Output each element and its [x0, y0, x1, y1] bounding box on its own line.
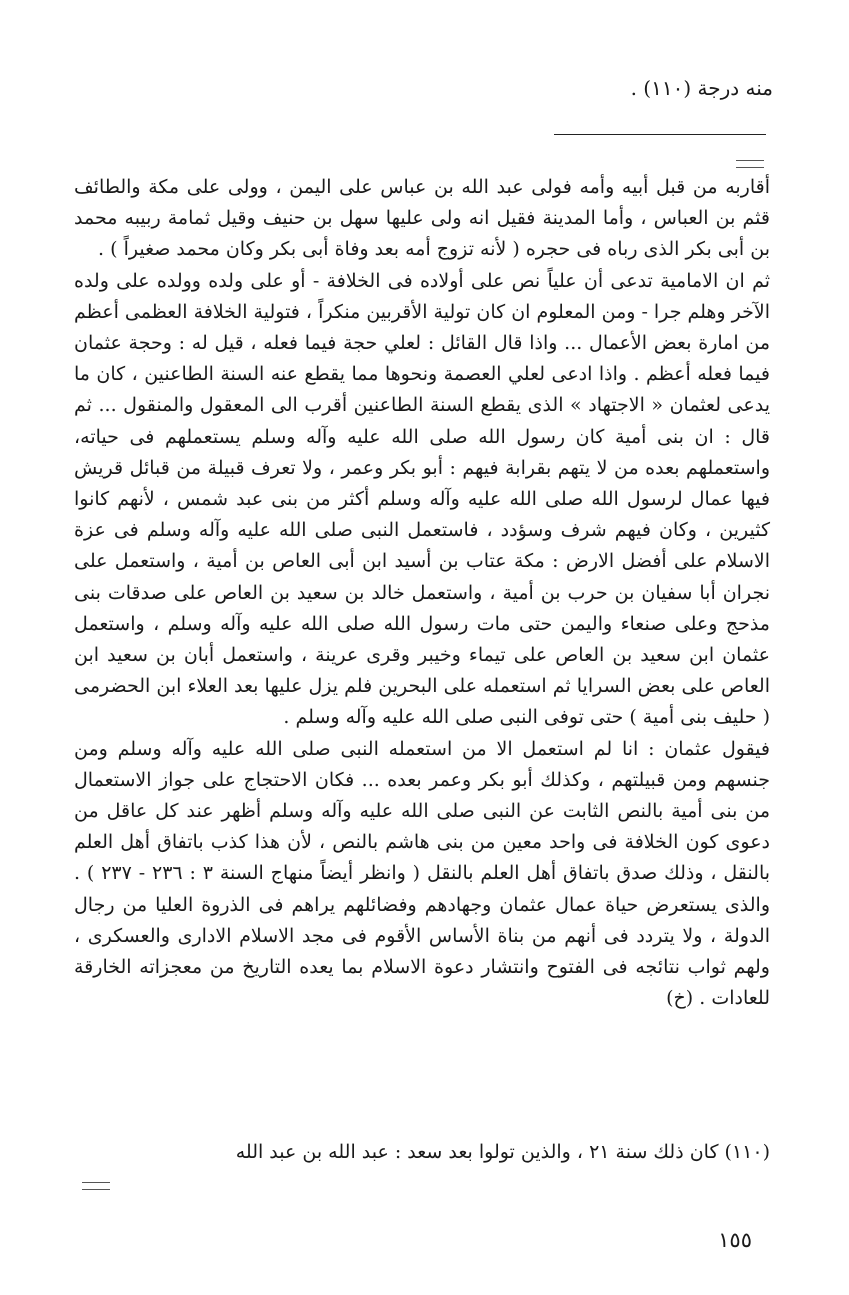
main-text — [74, 172, 770, 1014]
paragraph: أقاربه من قبل أبيه وأمه فولى عبد الله بن عباس على اليمن ، وولى على مكة والطائف قثم بن العباس ، وأما المدينة فقيل انه ولى عليها سهل بن حنيف وقيل ثمامة ربيبه محمد بن أبى بكر الذى رباه فى حجره ( لأنه تزوج أمه بعد وفاة أبى بكر وكان محمد صغيراً ) . — [74, 176, 770, 261]
footnote: (١١٠) كان ذلك سنة ٢١ ، والذين تولوا بعد سعد : عبد الله بن عبد الله — [235, 1141, 770, 1163]
footnote-divider — [554, 134, 766, 135]
margin-mark — [736, 160, 764, 168]
margin-mark — [82, 1182, 110, 1190]
page-number: ١٥٥ — [718, 1228, 752, 1252]
paragraph: ثم ان الامامية تدعى أن علياً نص على أولاده فى الخلافة - أو على ولده وولده على ولده الآخر وهلم جرا - ومن المعلوم ان كان تولية الأقربين منكراً ، فتولية الخلافة العظمى أعظم من امارة بعض الأعمال ... واذا قال القائل : لعلي حجة فيما فعله ، قيل له : وحجة عثمان فيما فعله أعظم . واذا ادعى لعلي العصمة ونحوها مما يقطع عنه السنة الطاعنين ، كان ما يدعى لعثمان « الاجتهاد » الذى يقطع السنة الطاعنين أقرب الى المعقول والمنقول ... ثم قال : ان بنى أمية كان رسول الله صلى الله عليه وآله وسلم يستعملهم فى حياته، واستعملهم بعده من لا يتهم بقرابة فيهم : أبو بكر وعمر ، ولا تعرف قبيلة من قبائل قريش فيها عمال لرسول الله صلى الله عليه وآله وسلم أكثر من بنى عبد شمس ، لأنهم كانوا كثيرين ، وكان فيهم شرف وسؤدد ، فاستعمل النبى صلى الله عليه وآله وسلم فى عزة الاسلام على أفضل الارض : مكة عتاب بن أسيد ابن أبى العاص بن أمية ، واستعمل على نجران أبا سفيان بن حرب بن أمية ، واستعمل خالد بن سعيد بن العاص على صدقات بنى مذحج وعلى صنعاء واليمن حتى مات رسول الله صلى الله عليه وآله وسلم ، واستعمل عثمان ابن سعيد بن العاص على تيماء وخيبر وقرى عرينة ، واستعمل أبان بن سعيد ابن العاص على بعض السرايا ثم استعمله على البحرين فلم يزل عليها بعد العلاء ابن الحضرمى ( حليف بنى أمية ) حتى توفى النبى صلى الله عليه وآله وسلم . — [74, 269, 770, 729]
continued-line: منه درجة (١١٠) . — [630, 76, 773, 100]
paragraph: فيقول عثمان : انا لم استعمل الا من استعمله النبى صلى الله عليه وآله وسلم ومن جنسهم ومن قبيلتهم ، وكذلك أبو بكر وعمر بعده ... فكان الاحتجاج على جواز الاستعمال من بنى أمية بالنص الثابت عن النبى صلى الله عليه وآله وسلم أظهر عند كل عاقل من دعوى كون الخلافة فى واحد معين من بنى هاشم بالنص ، لأن هذا كذب باتفاق أهل العلم بالنقل ، وذلك صدق باتفاق أهل العلم بالنقل ( وانظر أيضاً منهاج السنة ٣ : ٢٣٦ - ٢٣٧ ) . والذى يستعرض حياة عمال عثمان وجهادهم وفضائلهم يراهم فى الذروة العليا من رجال الدولة ، ولا يتردد فى أنهم من بناة الأساس الأقوم فى مجد الاسلام الادارى والعسكرى ، ولهم ثواب نتائجه فى الفتوح وانتشار دعوة الاسلام بما يعده التاريخ من معجزاته الخارقة للعادات . (خ) — [74, 737, 771, 1010]
